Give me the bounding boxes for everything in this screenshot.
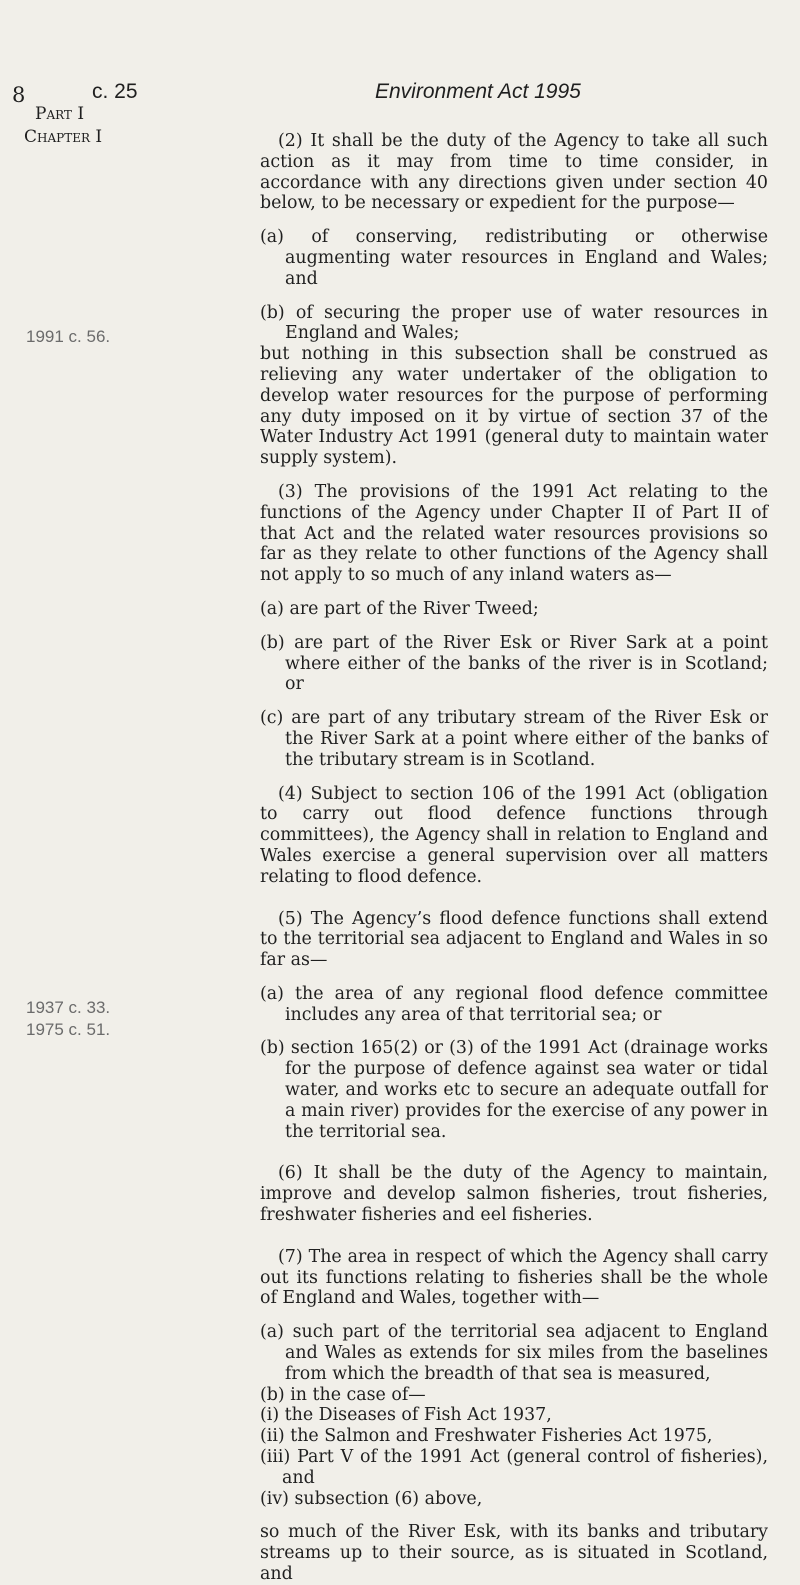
subsection-2: (2) It shall be the duty of the Agency to take all such action as it may from time to time consider, in accordance with any directions given under section 40 below, to be necessary or expedient for the purpose— [260, 131, 768, 214]
margin-chapter: Chapter I [24, 127, 103, 147]
subsection-5-b: (b) section 165(2) or (3) of the 1991 Act (drainage works for the purpose of defence against sea water or tidal water, and works etc to secure an adequate outfall for a main river) provides for the exercise of any power in the territorial sea. [260, 1038, 768, 1142]
subsection-6: (6) It shall be the duty of the Agency to maintain, improve and develop salmon fisheries, trout fisheries, freshwater fisheries and eel fisheries. [260, 1163, 768, 1226]
subsection-7-tail: so much of the River Esk, with its banks and tributary streams up to their source, as is situated in Scotland, and [260, 1522, 768, 1585]
subsection-7-b-i: (i) the Diseases of Fish Act 1937, [260, 1405, 552, 1426]
page-number: 8 [12, 83, 26, 107]
body-text [260, 131, 768, 1585]
chapter-reference: c. 25 [92, 80, 138, 103]
subsection-7-b-iii: (iii) Part V of the 1991 Act (general control of fisheries), and [260, 1447, 768, 1488]
act-title: Environment Act 1995 [375, 80, 581, 103]
subsection-7-b-iv: (iv) subsection (6) above, [260, 1488, 483, 1509]
subsection-4: (4) Subject to section 106 of the 1991 Act (obligation to carry out flood defence functions through committees), the Agency shall in relation to England and Wales exercise a general supervision over all matters relating to flood defence. [260, 783, 768, 887]
subsection-3-b: (b) are part of the River Esk or River Sark at a point where either of the banks of the river is in Scotland; or [260, 632, 768, 695]
subsection-3-a: (a) are part of the River Tweed; [260, 598, 539, 619]
subsection-7: (7) The area in respect of which the Agency shall carry out its functions relating to fisheries shall be the whole of England and Wales, together with— [260, 1246, 768, 1309]
subsection-5: (5) The Agency’s flood defence functions shall extend to the territorial sea adjacent to England and Wales in so far as— [260, 908, 768, 971]
subsection-2-tail: but nothing in this subsection shall be construed as relieving any water undertaker of the obligation to develop water resources for the purpose of performing any duty imposed on it by virtue of section 37 of the Water Industry Act 1991 (general duty to maintain water supply system). [260, 344, 768, 469]
subsection-5-a: (a) the area of any regional flood defence committee includes any area of that territorial sea; or [260, 983, 768, 1025]
subsection-2-b: (b) of securing the proper use of water resources in England and Wales; [260, 302, 768, 344]
subsection-7-a: (a) such part of the territorial sea adjacent to England and Wales as extends for six miles from the baselines from which the breadth of that sea is measured, [260, 1322, 768, 1384]
subsection-7-b: (b) in the case of— [260, 1384, 426, 1405]
margin-part: Part I [35, 104, 85, 124]
subsection-3-c: (c) are part of any tributary stream of the River Esk or the River Sark at a point where either of the banks of the tributary stream is in Scotland. [260, 708, 768, 770]
margin-note-1937: 1937 c. 33. [26, 998, 111, 1017]
margin-note-1975: 1975 c. 51. [26, 1020, 111, 1039]
subsection-3: (3) The provisions of the 1991 Act relating to the functions of the Agency under Chapter II of Part II of that Act and the related water resources provisions so far as they relate to other functions of the Agency shall not apply to so much of any inland waters as— [260, 481, 768, 586]
margin-note-1991: 1991 c. 56. [26, 327, 111, 346]
subsection-7-b-ii: (ii) the Salmon and Freshwater Fisheries Act 1975, [260, 1426, 713, 1447]
subsection-2-a: (a) of conserving, redistributing or otherwise augmenting water resources in England and Wales; and [260, 227, 768, 289]
